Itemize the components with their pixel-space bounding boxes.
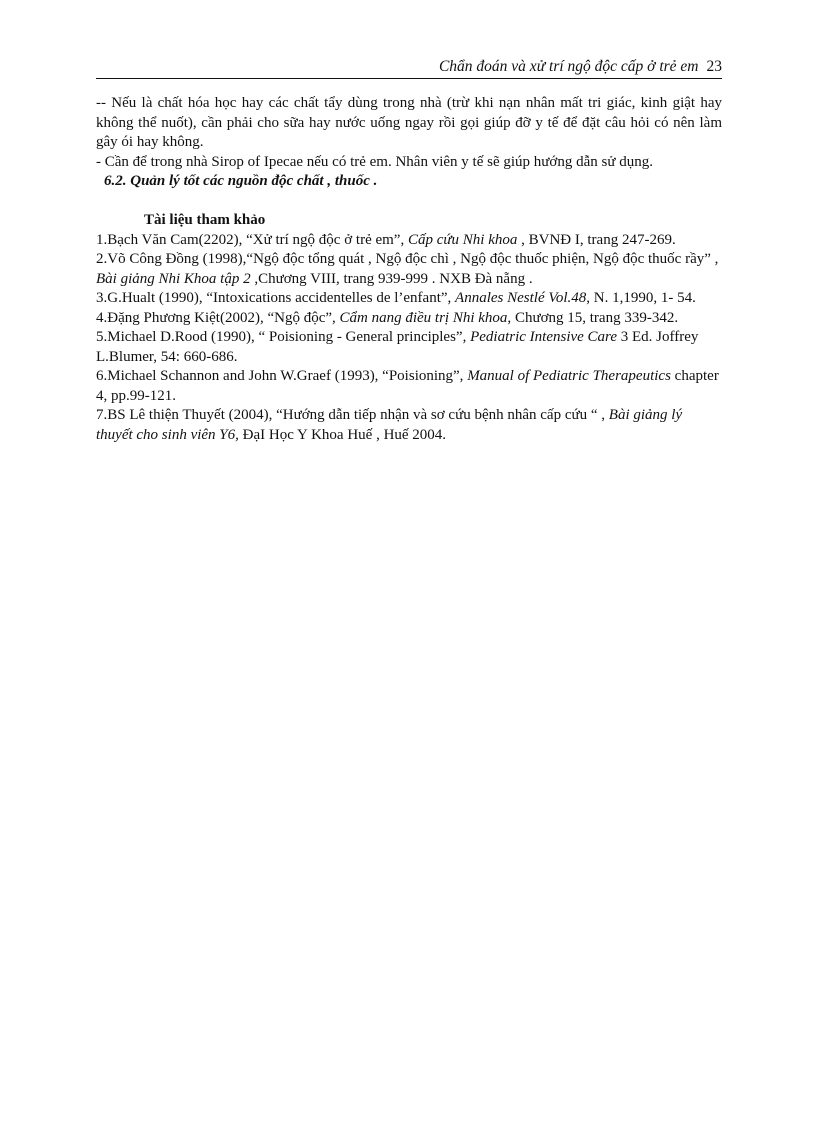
reference-item <box>96 328 722 367</box>
reference-item <box>96 289 722 309</box>
reference-details: ,Chương VIII, trang 939-999 . NXB Đà nẵng . <box>250 270 533 287</box>
section-heading: 6.2. Quản lý tốt các nguồn độc chất , thuốc . <box>104 173 378 189</box>
reference-source: Manual of Pediatric Therapeutics <box>467 368 671 384</box>
reference-source: Cấp cứu Nhi khoa <box>407 231 518 248</box>
reference-text: 1.Bạch Văn Cam(2202), “Xử trí ngộ độc ở trẻ em”, <box>96 231 408 248</box>
page-body <box>96 94 722 445</box>
reference-details: 3 Ed. Joffrey L.Blumer, 54: 660-686. <box>96 329 699 365</box>
header-divider <box>96 78 722 79</box>
reference-details: , BVNĐ I, trang 247-269. <box>517 231 676 248</box>
references-list <box>96 231 722 446</box>
household-chemicals-paragraph: -- Nếu là chất hóa học hay các chất tẩy dùng trong nhà (trừ khi nạn nhân mất tri giác, kinh giật hay không thể nuốt), cần phải cho sữa hay nước uống ngay rồi gọi giúp đỡ y tế để đặt câu hỏi có nên làm gây ói hay không. <box>96 95 722 150</box>
reference-item <box>96 309 722 329</box>
running-header <box>96 57 722 77</box>
reference-details: chapter 4, pp.99-121. <box>96 368 719 404</box>
reference-text: 7.BS Lê thiện Thuyết (2004), “Hướng dẫn tiếp nhận và sơ cứu bệnh nhân cấp cứu “ , <box>96 407 609 423</box>
reference-details: , N. 1,1990, 1- 54. <box>586 290 696 306</box>
reference-text: 4.Đặng Phương Kiệt(2002), “Ngộ độc”, <box>96 309 340 326</box>
page-number: 23 <box>706 58 722 75</box>
reference-item <box>96 406 722 445</box>
reference-item <box>96 250 722 289</box>
reference-text: 6.Michael Schannon and John W.Graef (1993), “Poisioning”, <box>96 368 468 384</box>
reference-source: Bài giảng Nhi Khoa tập 2 <box>96 270 251 287</box>
reference-source: Annales Nestlé Vol.48 <box>455 290 587 306</box>
references-heading: Tài liệu tham khảo <box>144 212 266 228</box>
reference-text: 5.Michael D.Rood (1990), “ Poisioning - General principles”, <box>96 329 471 345</box>
running-header-title: Chẩn đoán và xử trí ngộ độc cấp ở trẻ em <box>438 58 699 75</box>
ipecac-paragraph: - Cần để trong nhà Sirop of Ipecae nếu có trẻ em. Nhân viên y tế sẽ giúp hướng dẫn sử dụng. <box>96 153 653 170</box>
reference-details: ĐạI Học Y Khoa Huế , Huế 2004. <box>238 426 447 443</box>
reference-source: Cẩm nang điều trị Nhi khoa, <box>339 309 512 326</box>
reference-text: 2.Võ Công Đồng (1998),“Ngộ độc tổng quát , Ngộ độc chì , Ngộ độc thuốc phiện, Ngộ độc thuốc rầy” , <box>96 251 719 267</box>
reference-item <box>96 231 722 251</box>
reference-source: Pediatric Intensive Care <box>470 329 617 345</box>
reference-item <box>96 367 722 406</box>
reference-source: Bài giảng lý thuyết cho sinh viên Y6, <box>96 407 683 443</box>
reference-details: Chương 15, trang 339-342. <box>511 309 679 326</box>
reference-text: 3.G.Hualt (1990), “Intoxications accidentelles de l’enfant”, <box>96 290 456 306</box>
